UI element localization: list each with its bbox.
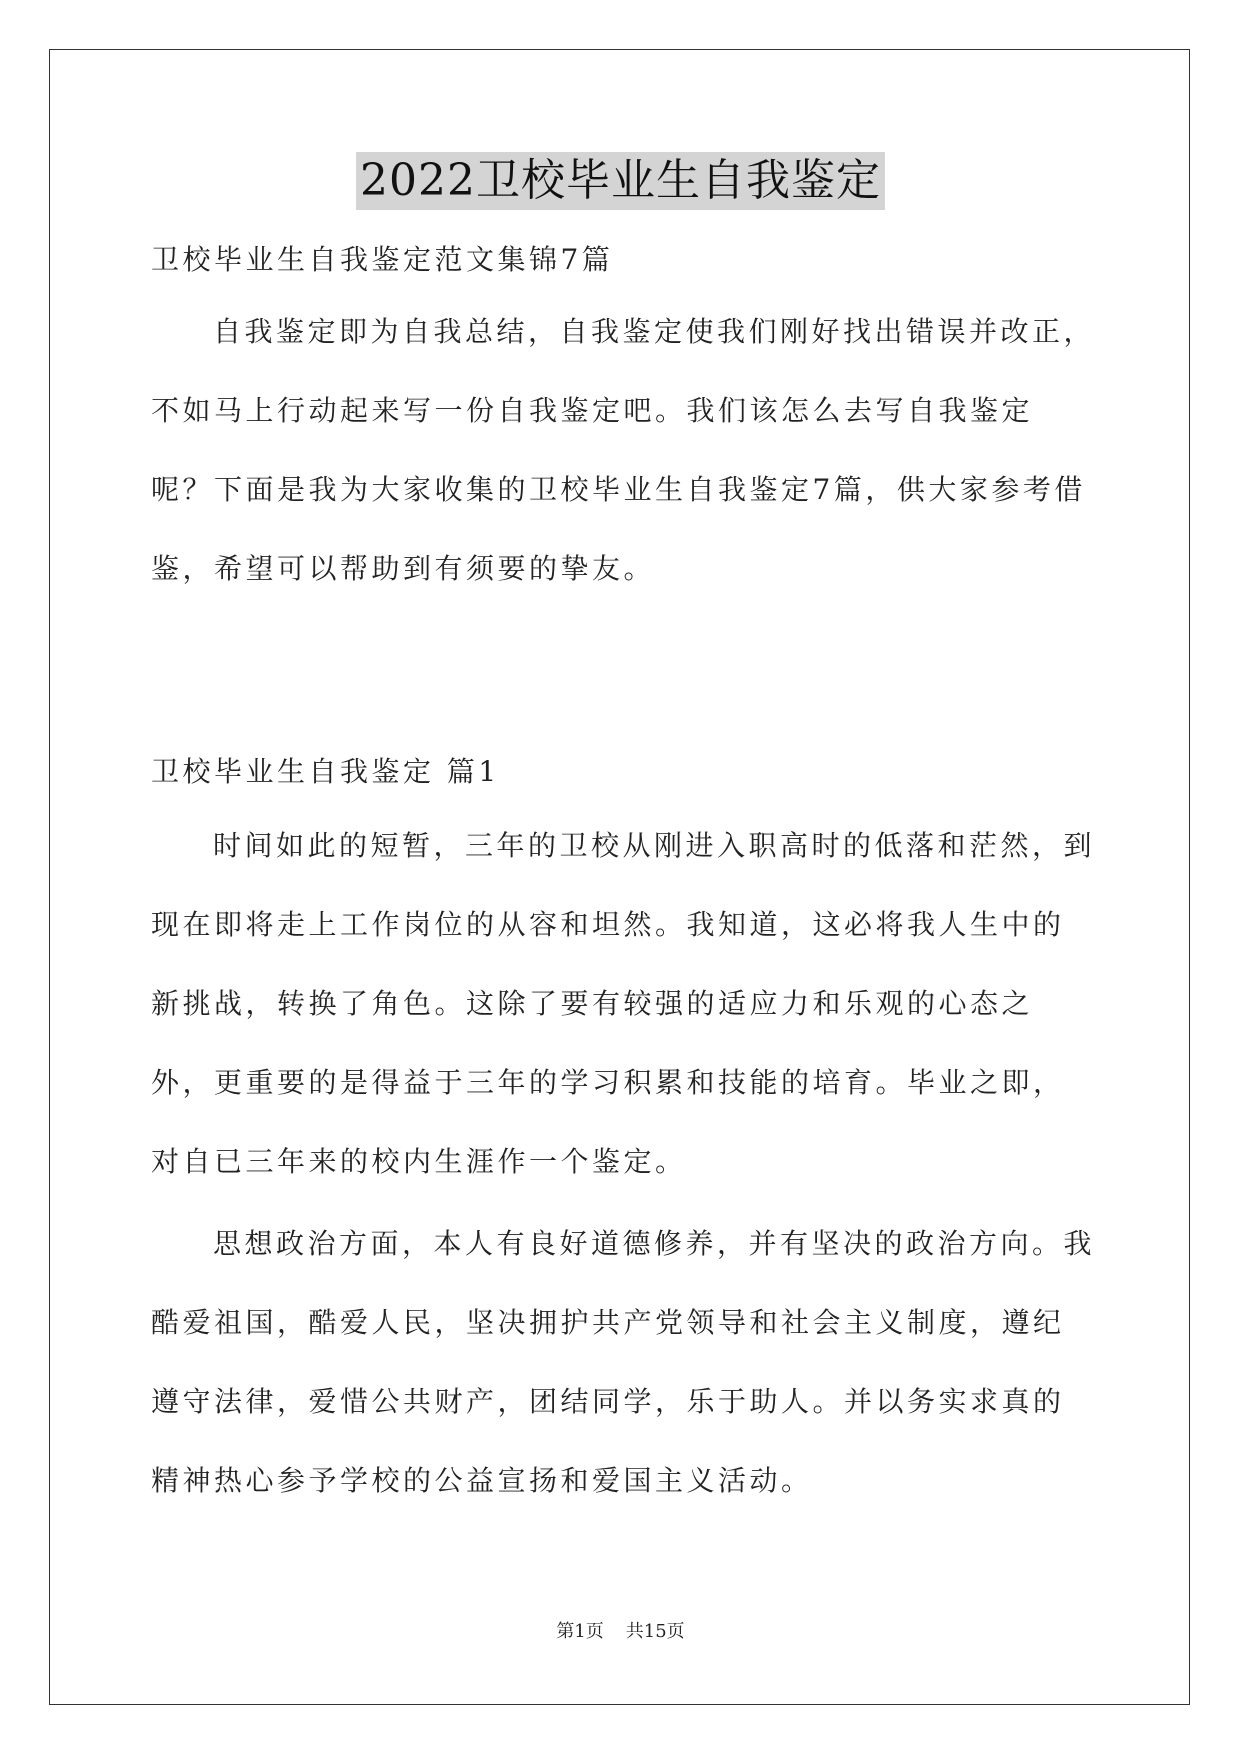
body-paragraph-2: 思想政治方面，本人有良好道德修养，并有坚决的政治方向。我酷爱祖国，酷爱人民，坚决拥护共产党领导和社会主义制度，遵纪遵守法律，爱惜公共财产，团结同学，乐于助人。并以务实求真的精神热心参予学校的公益宣扬和爱国主义活动。 (151, 1227, 1096, 1497)
page-total: 共15页 (625, 1621, 685, 1642)
section-heading: 卫校毕业生自我鉴定 篇1 (151, 755, 500, 788)
body-paragraph-1: 时间如此的短暂，三年的卫校从刚进入职高时的低落和茫然，到现在即将走上工作岗位的从容和坦然。我知道，这必将我人生中的新挑战，转换了角色。这除了要有较强的适应力和乐观的心态之外，更重要的是得益于三年的学习积累和技能的培育。毕业之即，对自已三年来的校内生涯作一个鉴定。 (151, 829, 1096, 1178)
document-title: 2022卫校毕业生自我鉴定 (356, 152, 885, 210)
document-subtitle: 卫校毕业生自我鉴定范文集锦7篇 (151, 243, 614, 276)
intro-paragraph: 自我鉴定即为自我总结，自我鉴定使我们刚好找出错误并改正，不如马上行动起来写一份自我鉴定吧。我们该怎么去写自我鉴定呢？下面是我为大家收集的卫校毕业生自我鉴定7篇，供大家参考借鉴，希望可以帮助到有须要的挚友。 (151, 315, 1096, 585)
title-container (0, 152, 1241, 210)
page-number: 第1页 (556, 1621, 604, 1642)
page-footer (0, 1617, 1241, 1643)
